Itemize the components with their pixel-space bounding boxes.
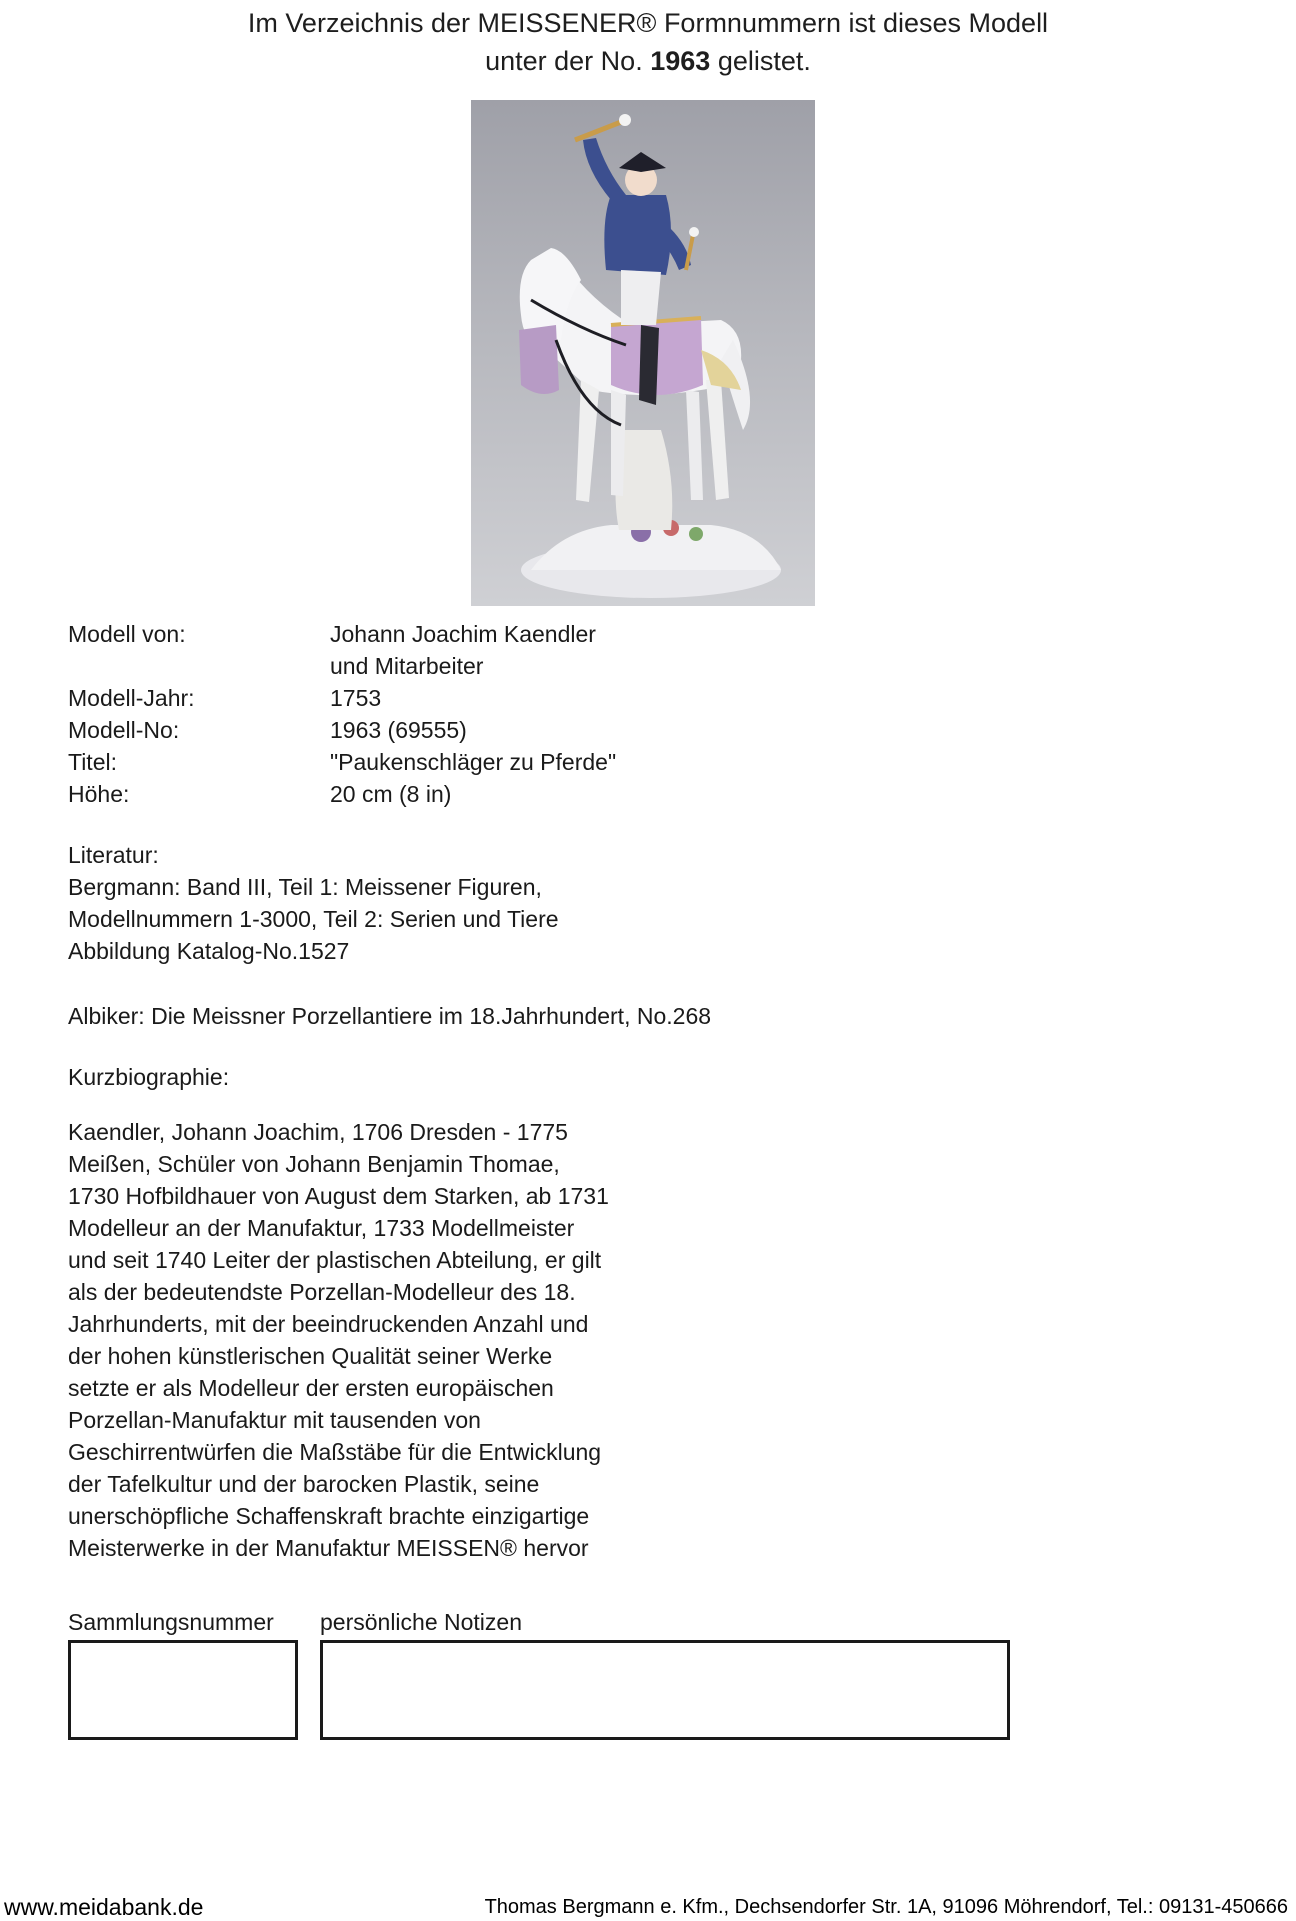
biography-line: Geschirrentwürfen die Maßstäbe für die Entwicklung — [68, 1439, 602, 1465]
spec-label: Modell-Jahr: — [68, 685, 195, 711]
albiker-reference: Albiker: Die Meissner Porzellantiere im 18.Jahrhundert, No.268 — [68, 1003, 712, 1029]
biography-line: der Tafelkultur und der barocken Plastik, seine — [68, 1471, 540, 1497]
collection-number-field[interactable] — [68, 1640, 298, 1740]
biography-line: unerschöpfliche Schaffenskraft brachte einzigartige — [68, 1503, 590, 1529]
spec-row — [68, 682, 830, 714]
spec-row — [68, 618, 830, 650]
spec-value: und Mitarbeiter — [330, 653, 484, 679]
biography-line: Jahrhunderts, mit der beeindruckenden Anzahl und — [68, 1311, 589, 1337]
spec-label: Modell-No: — [68, 717, 180, 743]
spec-value: "Paukenschläger zu Pferde" — [330, 749, 617, 775]
collection-number-label: Sammlungsnummer — [68, 1609, 274, 1635]
biography-line: Meisterwerke in der Manufaktur MEISSEN® hervor — [68, 1535, 589, 1561]
page-header — [0, 4, 1296, 80]
biography-line: Porzellan-Manufaktur mit tausenden von — [68, 1407, 481, 1433]
model-number: 1963 — [650, 46, 711, 76]
footer-website: www.meidabank.de — [4, 1894, 204, 1920]
specs-table — [68, 618, 830, 810]
header-line-2-suffix: gelistet. — [717, 46, 811, 76]
personal-notes-label: persönliche Notizen — [320, 1609, 523, 1635]
biography-title: Kurzbiographie: — [68, 1064, 230, 1090]
figurine-photo — [471, 100, 815, 606]
header-line-2 — [0, 42, 1296, 80]
biography-line: 1730 Hofbildhauer von August dem Starken, ab 1731 — [68, 1183, 609, 1209]
biography-line: der hohen künstlerischen Qualität seiner Werke — [68, 1343, 553, 1369]
personal-notes-field[interactable] — [320, 1640, 1010, 1740]
biography-line: als der bedeutendste Porzellan-Modelleur des 18. — [68, 1279, 576, 1305]
spec-value: 1963 (69555) — [330, 717, 467, 743]
spec-row — [68, 746, 830, 778]
spec-value: Johann Joachim Kaendler — [330, 621, 596, 647]
spec-label — [68, 650, 330, 682]
footer-address: Thomas Bergmann e. Kfm., Dechsendorfer Str. 1A, 91096 Möhrendorf, Tel.: 09131-450666 — [484, 1896, 1288, 1918]
figurine-illustration — [471, 100, 815, 606]
biography-line: Meißen, Schüler von Johann Benjamin Thomae, — [68, 1151, 560, 1177]
biography-text — [68, 1116, 668, 1564]
spec-label: Titel: — [68, 749, 117, 775]
spec-row — [68, 778, 830, 810]
spec-label: Modell von: — [68, 621, 186, 647]
literature-line: Bergmann: Band III, Teil 1: Meissener Figuren, — [68, 874, 542, 900]
literature-section — [68, 839, 968, 967]
literature-title: Literatur: — [68, 842, 159, 868]
literature-line: Modellnummern 1-3000, Teil 2: Serien und Tiere — [68, 906, 559, 932]
biography-line: Modelleur an der Manufaktur, 1733 Modellmeister — [68, 1215, 575, 1241]
spec-row — [68, 714, 830, 746]
biography-line: Kaendler, Johann Joachim, 1706 Dresden - 1775 — [68, 1119, 568, 1145]
literature-line: Abbildung Katalog-No.1527 — [68, 938, 350, 964]
header-line-1: Im Verzeichnis der MEISSENER® Formnummern ist dieses Modell — [247, 8, 1049, 38]
spec-value: 1753 — [330, 685, 382, 711]
spec-label: Höhe: — [68, 781, 130, 807]
spec-value: 20 cm (8 in) — [330, 781, 452, 807]
spec-row — [68, 650, 830, 682]
biography-line: setzte er als Modelleur der ersten europäischen — [68, 1375, 554, 1401]
biography-line: und seit 1740 Leiter der plastischen Abteilung, er gilt — [68, 1247, 602, 1273]
header-line-2-prefix: unter der No. — [485, 46, 643, 76]
